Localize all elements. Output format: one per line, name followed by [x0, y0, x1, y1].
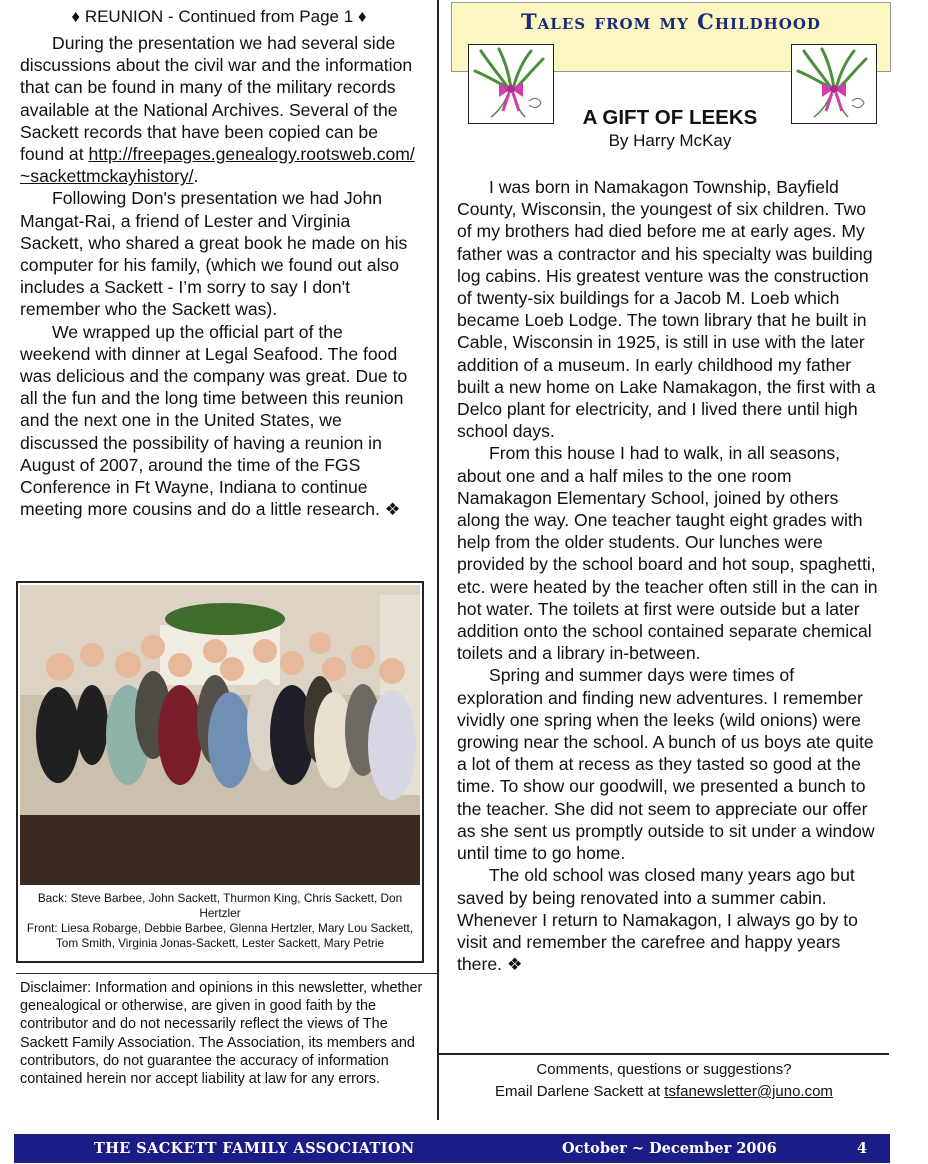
reunion-paragraph-2: Following Don's presentation we had John Mangat-Rai, a friend of Lester and Virginia Sackett, who shared a great book he made on his computer for his family, (which we found out also includes a Sackett - I’m sorry to say I don't remember who the Sackett was). [20, 188, 408, 320]
story-title: A GIFT OF LEEKS [582, 106, 758, 129]
group-photo-frame [16, 581, 424, 963]
page-footer [14, 1134, 890, 1163]
story-byline: By Harry McKay [608, 131, 732, 150]
footer-organization: THE SACKETT FAMILY ASSOCIATION [94, 1140, 415, 1157]
comments-prompt: Comments, questions or suggestions? [536, 1061, 792, 1078]
email-contact [440, 1082, 888, 1102]
footer-page-number: 4 [857, 1140, 868, 1157]
left-column [20, 6, 418, 520]
photo-caption-front: Front: Liesa Robarge, Debbie Barbee, Glenna Hertzler, Mary Lou Sackett, Tom Smith, Virginia Jonas-Sackett, Lester Sackett, Mary Petrie [26, 921, 414, 950]
story-body [457, 176, 885, 975]
column-divider [437, 0, 439, 1120]
disclaimer-text: Disclaimer: Information and opinions in this newsletter, whether genealogical or otherwise, are given in good faith by the contributor and do not necessarily reflect the views of The Sackett Family Association. The Association, its members and contributors, do not guarantee the accuracy of information contained herein nor accept liability at law for any errors. [20, 980, 423, 1088]
disclaimer-divider [16, 973, 438, 974]
photo-caption-back: Back: Steve Barbee, John Sackett, Thurmon King, Chris Sackett, Don Hertzler [37, 891, 403, 920]
story-paragraph-3: Spring and summer days were times of exploration and finding new adventures. I remember vividly one spring when the leeks (wild onions) were growing near the school. A bunch of us boys ate quite a lot of them at recess as they tasted so good at the time. To show our goodwill, we presented a bunch to the teacher. She did not seem to appreciate our offer as she sent us promptly outside to sit under a window until time to go home. [457, 665, 875, 864]
leek-illustration-right [791, 44, 877, 124]
reunion-paragraph-3-text: We wrapped up the official part of the weekend with dinner at Legal Seafood. The food was delicious and the company was great. Due to all the fun and the long time between this reunion and the next one in the United States, we discussed the possibility of having a reunion in August of 2007, around the time of the FGS Conference in Ft Wayne, Indiana to continue meeting more cousins and do a little research. [20, 321, 408, 520]
newsletter-email-link[interactable]: tsfanewsletter@juno.com [664, 1083, 833, 1100]
story-paragraph-4 [457, 864, 885, 975]
comments-divider [437, 1053, 889, 1055]
group-photo [20, 585, 420, 885]
footer-issue-date: October ~ December 2006 [562, 1140, 777, 1157]
reunion-paragraph-3 [20, 321, 418, 521]
story-paragraph-1: I was born in Namakagon Township, Bayfield County, Wisconsin, the youngest of six children. Two of my brothers had died before me at early ages. My father was a contractor and his specialty was building log cabins. His greatest venture was the construction of twenty-six buildings for a Jacob M. Loeb which became Loeb Lodge. The town library that he built in Cable, Wisconsin in 1925, is still in use with the later addition of a museum. In early childhood my father built a new home on Lake Namakagon, the first with a Delco plant for electricity, and I lived there until high school days. [457, 177, 876, 442]
diamond-fleuron-icon: ❖ [384, 499, 401, 520]
photo-caption [22, 891, 418, 951]
email-prefix: Email Darlene Sackett at [495, 1083, 665, 1100]
reunion-paragraph-1 [20, 32, 418, 187]
continued-heading: ♦ REUNION - Continued from Page 1 ♦ [71, 7, 367, 26]
reunion-paragraph-1-text: During the presentation we had several side discussions about the civil war and the information that can be found in many of the military records available at the National Archives. Several of the Sackett records that have been copied can be found at [20, 33, 413, 165]
story-paragraph-4-text: The old school was closed many years ago but saved by being renovated into a summer cabin. Whenever I return to Namakagon, I always go by to visit and remember the carefree and happy years there. [457, 865, 858, 975]
sackett-records-link[interactable]: http://freepages.genealogy.rootsweb.com/~sackettmckayhistory/ [20, 144, 415, 187]
reunion-paragraph-1-end: . [193, 166, 199, 187]
tales-section-title: Tales from my Childhood [521, 9, 821, 34]
group-photo-illustration [20, 585, 420, 885]
diamond-fleuron-icon: ❖ [506, 954, 523, 975]
leek-bunch-icon [792, 45, 875, 122]
story-paragraph-2: From this house I had to walk, in all seasons, about one and a half miles to the one room Namakagon Elementary School, joined by others along the way. One teacher taught eight grades with help from the older students. Our lunches were provided by the school board and hot soup, spaghetti, etc. were heated by the teacher often still in the can in hot water. The toilets at first were outside but a later addition onto the school contained separate chemical toilets and a library in-between. [457, 443, 878, 664]
